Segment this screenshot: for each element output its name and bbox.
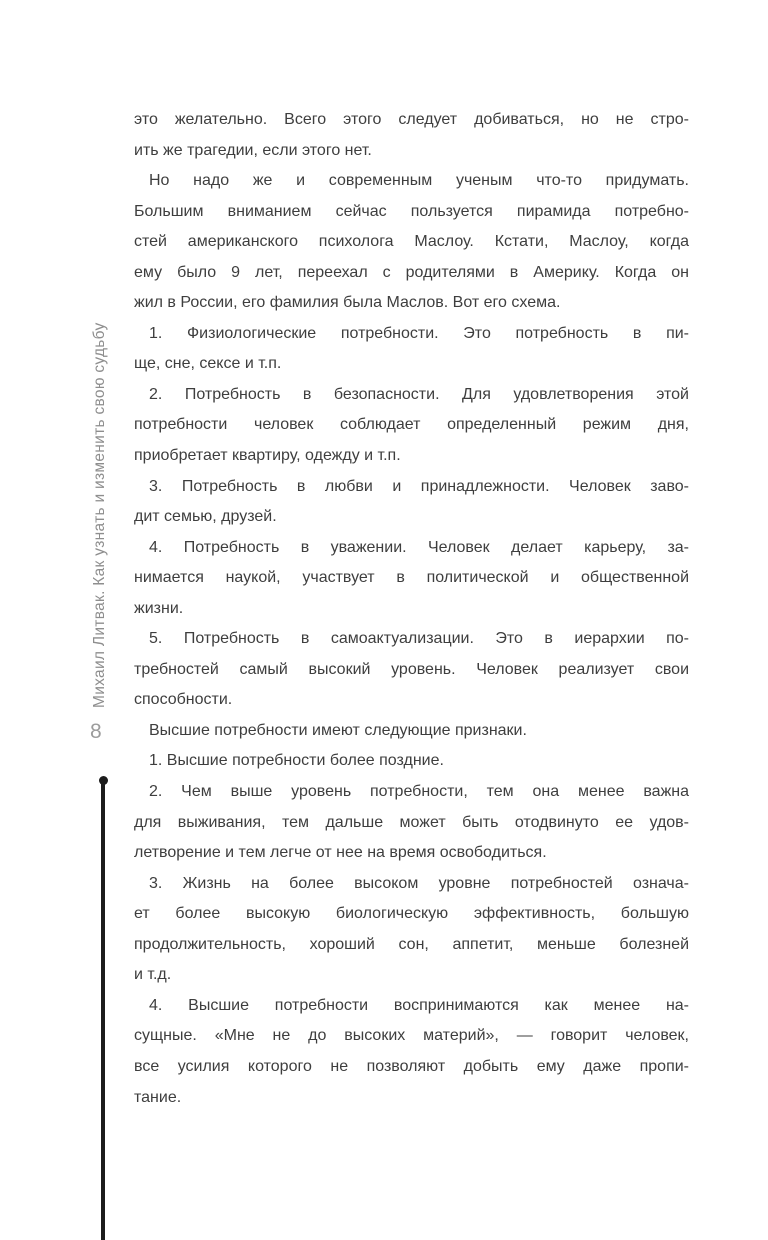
text-line: это желательно. Всего этого следует добиваться, но не стро- xyxy=(134,111,689,128)
paragraph xyxy=(134,166,689,319)
paragraph xyxy=(134,105,689,166)
paragraph xyxy=(134,716,689,747)
paragraph xyxy=(134,624,689,716)
text-line: жил в России, его фамилия была Маслов. Вот его схема. xyxy=(134,294,561,312)
text-line: сущные. «Мне не до высоких материй», — говорит человек, xyxy=(134,1027,689,1045)
page-number: 8 xyxy=(90,720,102,743)
text-line: 2. Чем выше уровень потребности, тем она менее важна xyxy=(149,783,689,801)
text-line: все усилия которого не позволяют добыть ему даже пропи- xyxy=(134,1057,689,1075)
text-line: для выживания, тем дальше может быть отодвинуто ее удов- xyxy=(134,813,689,831)
paragraph xyxy=(134,869,689,991)
text-line: и т.д. xyxy=(134,966,172,984)
text-line: ще, сне, сексе и т.п. xyxy=(134,355,282,373)
text-line: тание. xyxy=(134,1088,182,1106)
text-line: жизни. xyxy=(134,599,184,617)
text-line: ить же трагедии, если этого нет. xyxy=(134,141,372,159)
text-line: Но надо же и современным ученым что-то придумать. xyxy=(149,172,689,190)
text-line: 1. Физиологические потребности. Это потребность в пи- xyxy=(149,324,689,342)
paragraph xyxy=(134,533,689,625)
text-line: Большим вниманием сейчас пользуется пирамида потребно- xyxy=(134,202,689,220)
text-line: стей американского психолога Маслоу. Кстати, Маслоу, когда xyxy=(134,233,689,251)
text-line: 3. Жизнь на более высоком уровне потребностей означа- xyxy=(149,874,689,892)
text-line: ет более высокую биологическую эффективность, большую xyxy=(134,905,689,923)
text-line: продолжительность, хороший сон, аппетит, меньше болезней xyxy=(134,935,689,953)
paragraph xyxy=(134,991,689,1113)
text-line: ему было 9 лет, переехал с родителями в Америку. Когда он xyxy=(134,263,689,281)
page-text xyxy=(134,105,689,1113)
text-line: 4. Потребность в уважении. Человек делает карьеру, за- xyxy=(149,538,689,556)
text-line: Высшие потребности имеют следующие признаки. xyxy=(149,721,527,739)
paragraph xyxy=(134,380,689,472)
text-line: 2. Потребность в безопасности. Для удовлетворения этой xyxy=(149,385,689,403)
text-line: дит семью, друзей. xyxy=(134,508,277,526)
text-line: 4. Высшие потребности воспринимаются как менее на- xyxy=(149,996,689,1014)
text-line: требностей самый высокий уровень. Человек реализует свои xyxy=(134,660,689,678)
paragraph xyxy=(134,319,689,380)
text-line: потребности человек соблюдает определенный режим дня, xyxy=(134,416,689,434)
paragraph xyxy=(134,472,689,533)
text-line: 1. Высшие потребности более поздние. xyxy=(149,752,444,770)
text-line: летворение и тем легче от нее на время освободиться. xyxy=(134,844,547,862)
text-line: 5. Потребность в самоактуализации. Это в иерархии по- xyxy=(149,630,689,648)
paragraph xyxy=(134,746,689,777)
text-line: способности. xyxy=(134,691,233,709)
book-title-vertical: Михаил Литвак. Как узнать и изменить свою судьбу xyxy=(91,322,108,708)
text-line: приобретает квартиру, одежду и т.п. xyxy=(134,447,401,465)
text-line: 3. Потребность в любви и принадлежности. Человек заво- xyxy=(149,477,689,495)
paragraph xyxy=(134,777,689,869)
text-line: нимается наукой, участвует в политической и общественной xyxy=(134,569,689,587)
chapter-rule-line xyxy=(101,781,105,1240)
